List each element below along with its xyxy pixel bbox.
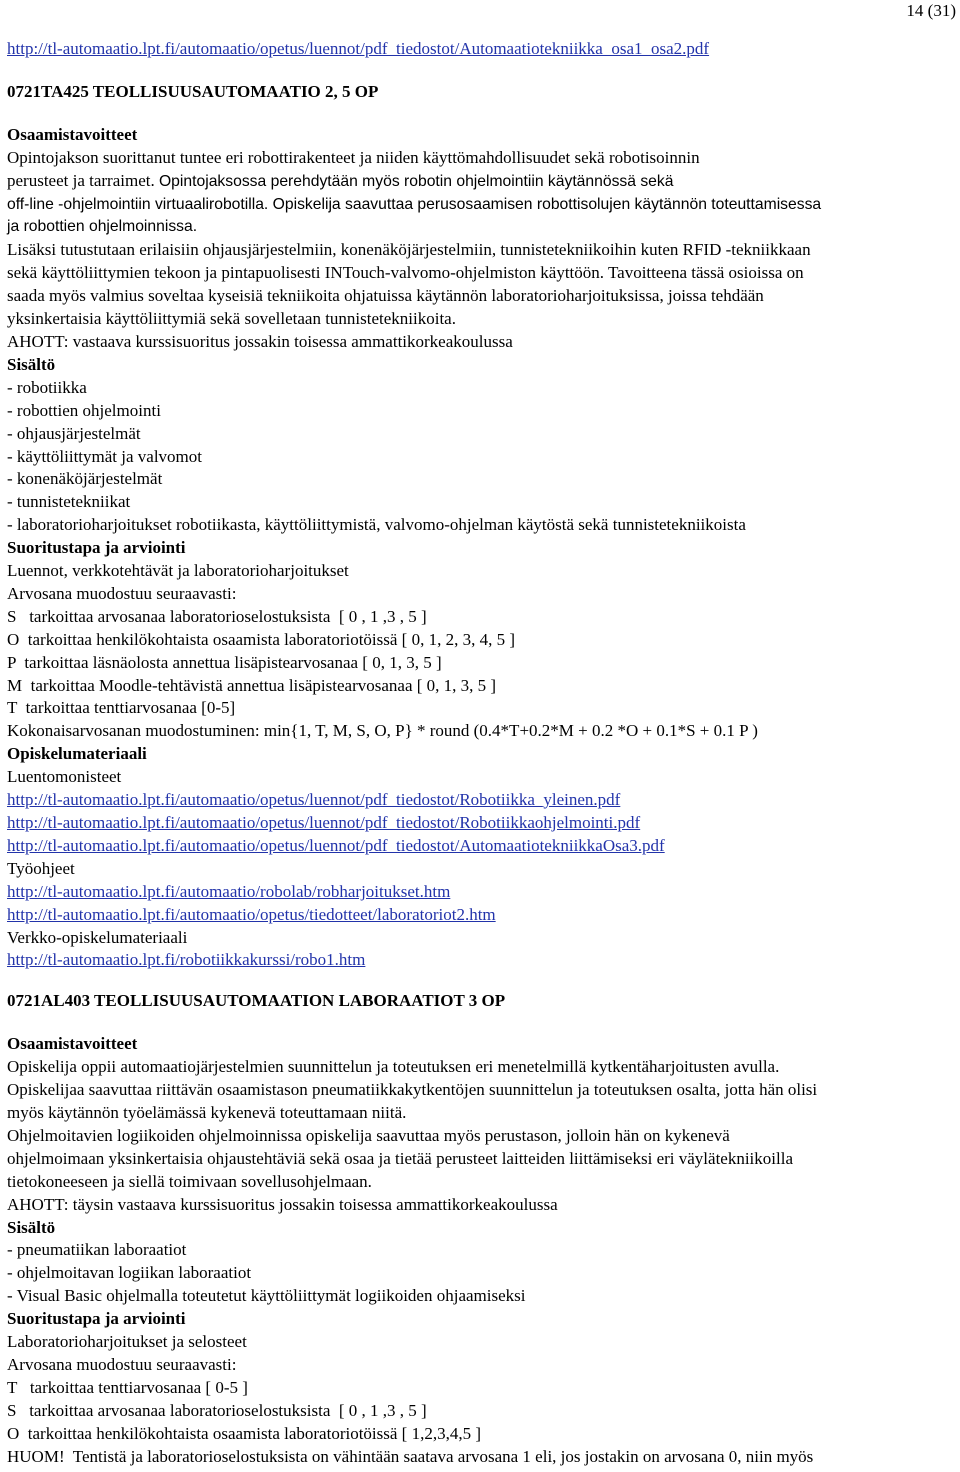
course2-goals-line: myös käytännön työelämässä kykenevä toteuttamaan niitä. [7, 1102, 407, 1122]
assessment-line: Laboratorioharjoitukset ja selosteet [7, 1332, 247, 1352]
assessment-line: S tarkoittaa arvosanaa laboratorioselostuksista [ 0 , 1 ,3 , 5 ] [7, 1400, 427, 1420]
lectures-label: Luentomonisteet [7, 767, 122, 787]
course2-goals-line: ohjelmoimaan yksinkertaisia ohjaustehtäviä sekä osaa ja tietää perusteet laitteiden liittämiseksi eri väylätekniikoilla [7, 1148, 793, 1168]
course1-ahott: AHOTT: vastaava kurssisuoritus jossakin toisessa ammattikorkeakoulussa [7, 331, 513, 351]
course1-title: 0721TA425 TEOLLISUUSAUTOMAATIO 2, 5 OP [7, 81, 379, 101]
course2-goals-heading: Osaamistavoitteet [7, 1034, 138, 1054]
course1-goals-line: Opintojakson suorittanut tuntee eri robottirakenteet ja niiden käyttömahdollisuudet sekä robotisoinnin [7, 147, 700, 167]
course1-goals-heading: Osaamistavoitteet [7, 124, 138, 144]
list-item: - pneumatiikan laboraatiot [7, 1240, 187, 1260]
list-item: - tunnistetekniikat [7, 492, 131, 512]
grade-formula: Kokonaisarvosanan muodostuminen: min{1, T, M, S, O, P} * round (0.4*T+0.2*M + 0.2 *O + 0.1*S + 0.1 P ) [7, 721, 758, 741]
assessment-line: T tarkoittaa tenttiarvosanaa [0-5] [7, 698, 236, 718]
list-item: - robotiikka [7, 377, 87, 397]
list-item: - ohjelmoitavan logiikan laboraatiot [7, 1263, 252, 1283]
assessment-line: P tarkoittaa läsnäolosta annettua lisäpistearvosanaa [ 0, 1, 3, 5 ] [7, 652, 442, 672]
assessment-line: Arvosana muodostuu seuraavasti: [7, 583, 237, 603]
course1-materials-heading: Opiskelumateriaali [7, 744, 147, 764]
page-number: 14 (31) [906, 1, 956, 20]
course2-goals-line: Opiskelijaa saavuttaa riittävän osaamistason pneumatiikkakytkentöjen suunnittelun ja toteutuksen osalta, jotta hän olisi [7, 1080, 818, 1100]
course2-title: 0721AL403 TEOLLISUUSAUTOMAATION LABORAATIOT 3 OP [7, 991, 506, 1011]
top-link[interactable]: http://tl-automaatio.lpt.fi/automaatio/opetus/luennot/pdf_tiedostot/Automaatiotekniikka_osa1_osa2.pdf [7, 39, 710, 58]
list-item: - robottien ohjelmointi [7, 400, 161, 420]
course1-goals-line: yksinkertaisia käyttöliittymiä sekä sovelletaan tunnistetekniikoita. [7, 309, 456, 329]
lecture-link[interactable]: http://tl-automaatio.lpt.fi/automaatio/opetus/luennot/pdf_tiedostot/AutomaatiotekniikkaOsa3.pdf [7, 835, 665, 855]
online-link[interactable]: http://tl-automaatio.lpt.fi/robotiikkakurssi/robo1.htm [7, 950, 366, 970]
course2-goals-line: tietokoneeseen ja siellä toimivaan sovellusohjelmaan. [7, 1171, 372, 1191]
assessment-line: O tarkoittaa henkilökohtaista osaamista laboratoriotöissä [ 0, 1, 2, 3, 4, 5 ] [7, 629, 515, 649]
assessment-line: M tarkoittaa Moodle-tehtävistä annettua lisäpistearvosanaa [ 0, 1, 3, 5 ] [7, 675, 497, 695]
course1-goals-line: Lisäksi tutustutaan erilaisiin ohjausjärjestelmiin, konenäköjärjestelmiin, tunnistetekniikoihin kuten RFID -tekniikkaan [7, 240, 811, 260]
online-label: Verkko-opiskelumateriaali [7, 927, 188, 947]
list-item: - konenäköjärjestelmät [7, 469, 163, 489]
course2-assessment-heading: Suoritustapa ja arviointi [7, 1309, 186, 1329]
course1-content-heading: Sisältö [7, 354, 56, 374]
assessment-line: Arvosana muodostuu seuraavasti: [7, 1354, 237, 1374]
course2-goals-line: Ohjelmoitavien logiikoiden ohjelmoinnissa opiskelija saavuttaa myös perustason, jolloin hän on kykenevä [7, 1125, 730, 1145]
course2-content-heading: Sisältö [7, 1217, 56, 1237]
assessment-line: S tarkoittaa arvosanaa laboratorioselostuksista [ 0 , 1 ,3 , 5 ] [7, 606, 427, 626]
work-link[interactable]: http://tl-automaatio.lpt.fi/automaatio/robolab/robharjoitukset.htm [7, 881, 451, 901]
list-item: - laboratorioharjoitukset robotiikasta, käyttöliittymistä, valvomo-ohjelman käytöstä sekä tunnistetekniikoista [7, 515, 746, 535]
course2-goals-line: Opiskelija oppii automaatiojärjestelmien suunnittelun ja toteutuksen eri menetelmillä kytkentäharjoitusten avulla. [7, 1057, 780, 1077]
assessment-line: Luennot, verkkotehtävät ja laboratorioharjoitukset [7, 561, 349, 581]
course1-goals-sans: Opintojaksossa perehdytään myös robotin ohjelmointiin käytännössä sekä [158, 172, 674, 190]
course1-goals-line: ja robottien ohjelmoinnissa. [7, 218, 198, 236]
assessment-line: O tarkoittaa henkilökohtaista osaamista laboratoriotöissä [ 1,2,3,4,5 ] [7, 1423, 481, 1443]
lecture-link[interactable]: http://tl-automaatio.lpt.fi/automaatio/opetus/luennot/pdf_tiedostot/Robotiikka_yleinen.pdf [7, 790, 621, 810]
course1-goals-line: saada myös valmius soveltaa kyseisiä tekniikoita ohjatuissa käytännön laboratorioharjoituksissa, joissa tehdään [7, 286, 764, 306]
list-item: - käyttöliittymät ja valvomot [7, 446, 202, 466]
document-body [7, 38, 955, 1468]
course2-ahott: AHOTT: täysin vastaava kurssisuoritus jossakin toisessa ammattikorkeakoulussa [7, 1194, 558, 1214]
list-item: - ohjausjärjestelmät [7, 423, 141, 443]
work-label: Työohjeet [7, 858, 75, 878]
course1-assessment-heading: Suoritustapa ja arviointi [7, 538, 186, 558]
course1-goals-line: perusteet ja tarraimet. Opintojaksossa perehdytään myös robotin ohjelmointiin käytännössä sekä [7, 170, 674, 190]
course1-goals-line: sekä käyttöliittymien tekoon ja pintapuolisesti INTouch-valvomo-ohjelmiston käyttöön. Tavoitteena tässä osioissa on [7, 263, 804, 283]
assessment-line: T tarkoittaa tenttiarvosanaa [ 0-5 ] [7, 1377, 248, 1397]
lecture-link[interactable]: http://tl-automaatio.lpt.fi/automaatio/opetus/luennot/pdf_tiedostot/Robotiikkaohjelmointi.pdf [7, 813, 641, 832]
list-item: - Visual Basic ohjelmalla toteutetut käyttöliittymät logiikoiden ohjaamiseksi [7, 1286, 526, 1306]
note-line: HUOM! Tentistä ja laboratorioselostuksista on vähintään saatava arvosana 1 eli, jos jostakin on arvosana 0, niin myös [7, 1446, 814, 1466]
work-link[interactable]: http://tl-automaatio.lpt.fi/automaatio/opetus/tiedotteet/laboratoriot2.htm [7, 904, 496, 924]
course1-goals-line: off-line -ohjelmointiin virtuaalirobotilla. Opiskelija saavuttaa perusosaamisen robottisolujen käytännön toteuttamisessa [7, 195, 822, 213]
